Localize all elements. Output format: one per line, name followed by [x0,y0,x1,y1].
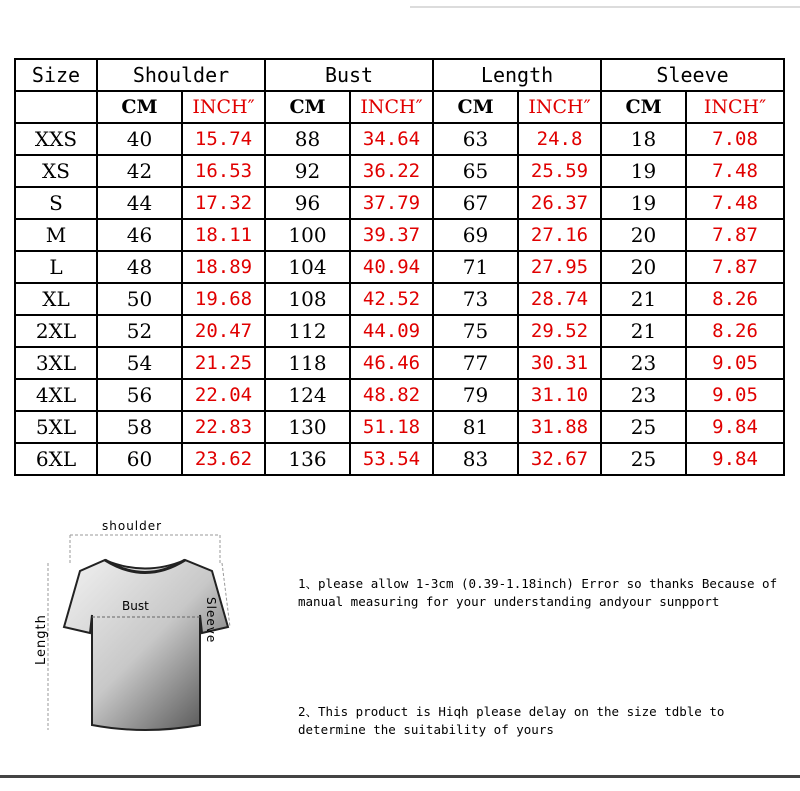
sleeve-inch-cell: 8.26 [686,315,784,347]
bust-inch-cell: 53.54 [350,443,433,475]
size-cell: S [15,187,97,219]
size-cell: L [15,251,97,283]
bust-inch-cell: 37.79 [350,187,433,219]
shoulder-cm-cell: 48 [97,251,182,283]
table-row [15,283,784,315]
sleeve-inch-header: INCH″ [686,91,784,123]
length-header: Length [433,59,601,91]
length-inch-cell: 27.95 [518,251,601,283]
shoulder-label: shoulder [102,519,163,533]
shoulder-cm-cell: 60 [97,443,182,475]
sleeve-inch-cell: 9.84 [686,411,784,443]
shoulder-cm-cell: 40 [97,123,182,155]
bust-cm-cell: 108 [265,283,350,315]
bust-cm-cell: 112 [265,315,350,347]
sleeve-cm-cell: 21 [601,315,686,347]
note-error-allowance: 1、please allow 1-3cm (0.39-1.18inch) Error so thanks Because of manual measuring for your understanding andyour sunpport [298,576,778,609]
shoulder-inch-cell: 15.74 [182,123,265,155]
tshirt-measurement-diagram [30,515,260,750]
size-cell: XS [15,155,97,187]
shoulder-cm-cell: 58 [97,411,182,443]
size-chart-body [15,59,784,475]
bust-cm-cell: 118 [265,347,350,379]
shoulder-inch-cell: 23.62 [182,443,265,475]
sleeve-header: Sleeve [601,59,784,91]
shoulder-inch-cell: 18.89 [182,251,265,283]
table-row [15,187,784,219]
length-cm-cell: 75 [433,315,518,347]
table-row [15,219,784,251]
bust-inch-cell: 42.52 [350,283,433,315]
bust-cm-header: CM [265,91,350,123]
shoulder-cm-cell: 44 [97,187,182,219]
table-row [15,347,784,379]
shoulder-header: Shoulder [97,59,265,91]
empty-cell [15,91,97,123]
table-row [15,123,784,155]
sleeve-inch-cell: 7.87 [686,251,784,283]
bust-cm-cell: 130 [265,411,350,443]
table-row [15,155,784,187]
shoulder-inch-cell: 22.04 [182,379,265,411]
length-inch-cell: 31.10 [518,379,601,411]
shoulder-cm-cell: 42 [97,155,182,187]
sleeve-inch-cell: 7.48 [686,155,784,187]
sleeve-cm-cell: 25 [601,443,686,475]
sleeve-cm-cell: 18 [601,123,686,155]
length-inch-cell: 31.88 [518,411,601,443]
bust-inch-cell: 44.09 [350,315,433,347]
bust-cm-cell: 88 [265,123,350,155]
length-inch-cell: 28.74 [518,283,601,315]
length-cm-header: CM [433,91,518,123]
length-cm-cell: 81 [433,411,518,443]
sleeve-cm-cell: 23 [601,347,686,379]
shoulder-inch-cell: 16.53 [182,155,265,187]
bust-inch-header: INCH″ [350,91,433,123]
size-cell: 6XL [15,443,97,475]
bust-cm-cell: 124 [265,379,350,411]
length-cm-cell: 79 [433,379,518,411]
length-inch-cell: 25.59 [518,155,601,187]
shoulder-inch-cell: 18.11 [182,219,265,251]
sleeve-cm-cell: 25 [601,411,686,443]
sleeve-cm-cell: 19 [601,187,686,219]
bust-cm-cell: 104 [265,251,350,283]
bust-cm-cell: 136 [265,443,350,475]
bust-inch-cell: 51.18 [350,411,433,443]
size-chart-table [14,58,785,476]
length-cm-cell: 69 [433,219,518,251]
size-header: Size [15,59,97,91]
shoulder-inch-cell: 22.83 [182,411,265,443]
length-inch-cell: 24.8 [518,123,601,155]
header-row-groups [15,59,784,91]
shoulder-cm-cell: 50 [97,283,182,315]
length-inch-header: INCH″ [518,91,601,123]
bust-header: Bust [265,59,433,91]
sleeve-inch-cell: 9.84 [686,443,784,475]
shoulder-inch-cell: 19.68 [182,283,265,315]
length-cm-cell: 73 [433,283,518,315]
shoulder-inch-cell: 17.32 [182,187,265,219]
header-row-units [15,91,784,123]
length-cm-cell: 67 [433,187,518,219]
size-cell: 4XL [15,379,97,411]
bust-cm-cell: 100 [265,219,350,251]
sleeve-inch-cell: 8.26 [686,283,784,315]
sleeve-inch-cell: 7.08 [686,123,784,155]
sleeve-inch-cell: 7.48 [686,187,784,219]
length-cm-cell: 71 [433,251,518,283]
bust-label: Bust [122,599,149,613]
length-inch-cell: 26.37 [518,187,601,219]
table-row [15,315,784,347]
length-inch-cell: 32.67 [518,443,601,475]
length-inch-cell: 30.31 [518,347,601,379]
shoulder-cm-cell: 52 [97,315,182,347]
sleeve-cm-cell: 23 [601,379,686,411]
shoulder-inch-header: INCH″ [182,91,265,123]
length-inch-cell: 29.52 [518,315,601,347]
shoulder-cm-header: CM [97,91,182,123]
table-row [15,251,784,283]
table-row [15,379,784,411]
size-cell: XXS [15,123,97,155]
sleeve-cm-header: CM [601,91,686,123]
size-cell: 5XL [15,411,97,443]
length-inch-cell: 27.16 [518,219,601,251]
shoulder-inch-cell: 21.25 [182,347,265,379]
sleeve-label: Sleeve [204,597,218,644]
sleeve-cm-cell: 20 [601,251,686,283]
shoulder-inch-cell: 20.47 [182,315,265,347]
bust-cm-cell: 96 [265,187,350,219]
length-cm-cell: 77 [433,347,518,379]
size-cell: 3XL [15,347,97,379]
table-row [15,411,784,443]
sleeve-cm-cell: 21 [601,283,686,315]
bottom-divider [0,775,800,778]
bust-cm-cell: 92 [265,155,350,187]
sleeve-inch-cell: 7.87 [686,219,784,251]
bust-inch-cell: 40.94 [350,251,433,283]
sleeve-inch-cell: 9.05 [686,347,784,379]
shoulder-cm-cell: 56 [97,379,182,411]
note-size-check: 2、This product is Hiqh please delay on the size tdble to determine the suitability of yours [298,704,725,737]
bust-inch-cell: 34.64 [350,123,433,155]
length-label: Length [34,614,49,665]
bust-inch-cell: 36.22 [350,155,433,187]
bust-inch-cell: 39.37 [350,219,433,251]
shoulder-cm-cell: 46 [97,219,182,251]
length-cm-cell: 63 [433,123,518,155]
length-cm-cell: 83 [433,443,518,475]
top-divider [410,6,800,8]
sleeve-cm-cell: 20 [601,219,686,251]
bust-inch-cell: 46.46 [350,347,433,379]
sleeve-inch-cell: 9.05 [686,379,784,411]
size-cell: M [15,219,97,251]
size-cell: XL [15,283,97,315]
table-row [15,443,784,475]
shoulder-cm-cell: 54 [97,347,182,379]
bust-inch-cell: 48.82 [350,379,433,411]
length-cm-cell: 65 [433,155,518,187]
sleeve-cm-cell: 19 [601,155,686,187]
size-cell: 2XL [15,315,97,347]
tshirt-icon [30,515,260,750]
